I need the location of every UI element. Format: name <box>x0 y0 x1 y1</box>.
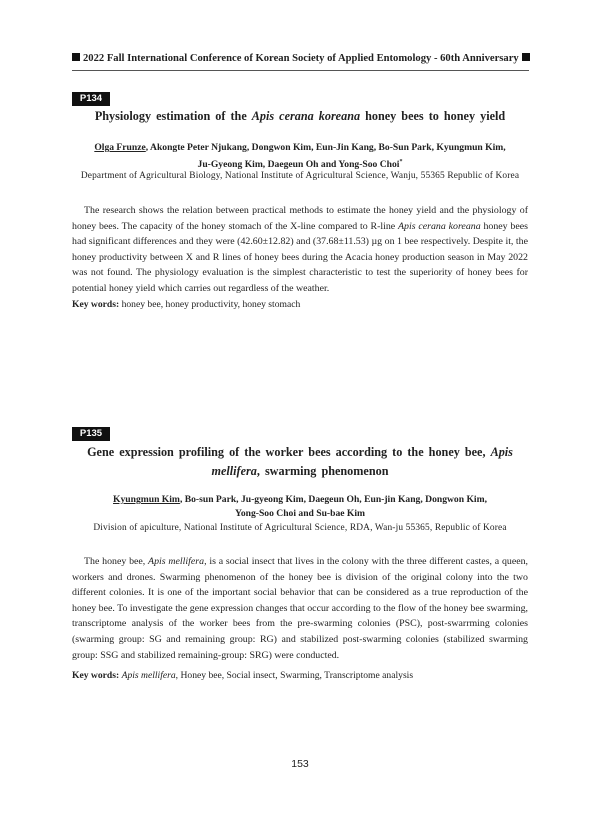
abstract-body <box>72 203 528 297</box>
keywords-label: Key words: <box>72 299 120 310</box>
abstract-text: The honey bee, <box>84 556 149 567</box>
abstract-text: honey bees had significant differences and they were (42.60±12.82) and (37.68±11.53) µg on 1 bee respectively. Despite it, the honey productivity between X and R lines of honey bees during the Acacia honey production season in May 2022 was not found. The physiology evaluation is the simplest characteristic to test the superiority of honey bees for potential honey yield which carries out regardless of the weather. <box>72 220 528 294</box>
title-species: mellifera <box>211 464 257 478</box>
presenting-author: Kyungmun Kim <box>113 494 180 505</box>
author-list <box>72 141 528 172</box>
keywords-species: Apis mellifera <box>121 670 176 681</box>
abstract-code-badge: P134 <box>72 92 110 106</box>
authors-line: Ju-Gyeong Kim, Daegeun Oh and Yong-Soo Choi <box>197 159 400 171</box>
keywords-text: honey bee, honey productivity, honey stomach <box>121 299 301 310</box>
abstract-species: Apis mellifera <box>148 556 205 567</box>
abstract-species: Apis cerana koreana <box>398 220 481 232</box>
corresponding-mark: * <box>399 159 403 165</box>
abstract-title <box>72 107 528 126</box>
abstract-body <box>72 554 528 663</box>
authors-line: , Akongte Peter Njukang, Dongwon Kim, Eun-Jin Kang, Bo-Sun Park, Kyungmun Kim, <box>145 142 506 153</box>
abstract-code-badge: P135 <box>72 427 110 441</box>
keywords-text: , Honey bee, Social insect, Swarming, Transcriptome analysis <box>175 670 414 681</box>
title-text: honey bees to honey yield <box>360 109 506 123</box>
conference-title: 2022 Fall International Conference of Korean Society of Applied Entomology - 60th Anniversary <box>83 53 519 64</box>
running-header <box>72 53 528 64</box>
title-text: Gene expression profiling of the worker bees according to the honey bee, <box>87 445 491 459</box>
keywords <box>72 298 528 312</box>
affiliation: Division of apiculture, National Institute of Agricultural Science, RDA, Wan-ju 55365, Republic of Korea <box>93 523 507 533</box>
authors-line: , Bo-sun Park, Ju-gyeong Kim, Daegeun Oh, Eun-jin Kang, Dongwon Kim, <box>179 494 487 505</box>
title-species: Apis cerana koreana <box>251 109 361 123</box>
author-list <box>72 493 528 521</box>
header-rule <box>72 70 529 71</box>
square-bullet-icon <box>522 53 530 61</box>
presenting-author: Olga Frunze <box>94 142 146 153</box>
square-bullet-icon <box>72 53 80 61</box>
title-text: , swarming phenomenon <box>256 464 389 478</box>
abstract-text: The research shows the relation between practical methods to estimate the honey yield and the physiology of honey bees. The capacity of the honey stomach of the X-line compared to R-line <box>72 205 528 232</box>
keywords-label: Key words: <box>72 670 120 681</box>
keywords <box>72 669 528 683</box>
abstract-text: , is a social insect that lives in the colony with the three different castes, a queen, workers and drones. Swarming phenomenon of the honey bee is division of the original colony into the two different colonies. It is one of the important social behavior that can be considered as a true reproduction of the honey bee. To investigate the gene expression changes that occur according to the flow of the honey bee swarming, transcriptome analysis of the worker bees from the pre-swarming colonies (PSC), post-swarrming colonies (swarming group: SG and remaining group: RG) and stabilized post-swarming colonies (stabilized swarming group: SSG and stabilized remaining-group: SRG) were conducted. <box>72 556 528 661</box>
page-number: 153 <box>291 758 309 770</box>
title-species: Apis <box>490 445 513 459</box>
authors-line: Yong-Soo Choi and Su-bae Kim <box>234 508 366 519</box>
abstract-title <box>72 443 528 481</box>
affiliation: Department of Agricultural Biology, National Institute of Agricultural Science, Wanju, 55365 Republic of Korea <box>80 171 520 181</box>
title-text: Physiology estimation of the <box>94 109 252 123</box>
